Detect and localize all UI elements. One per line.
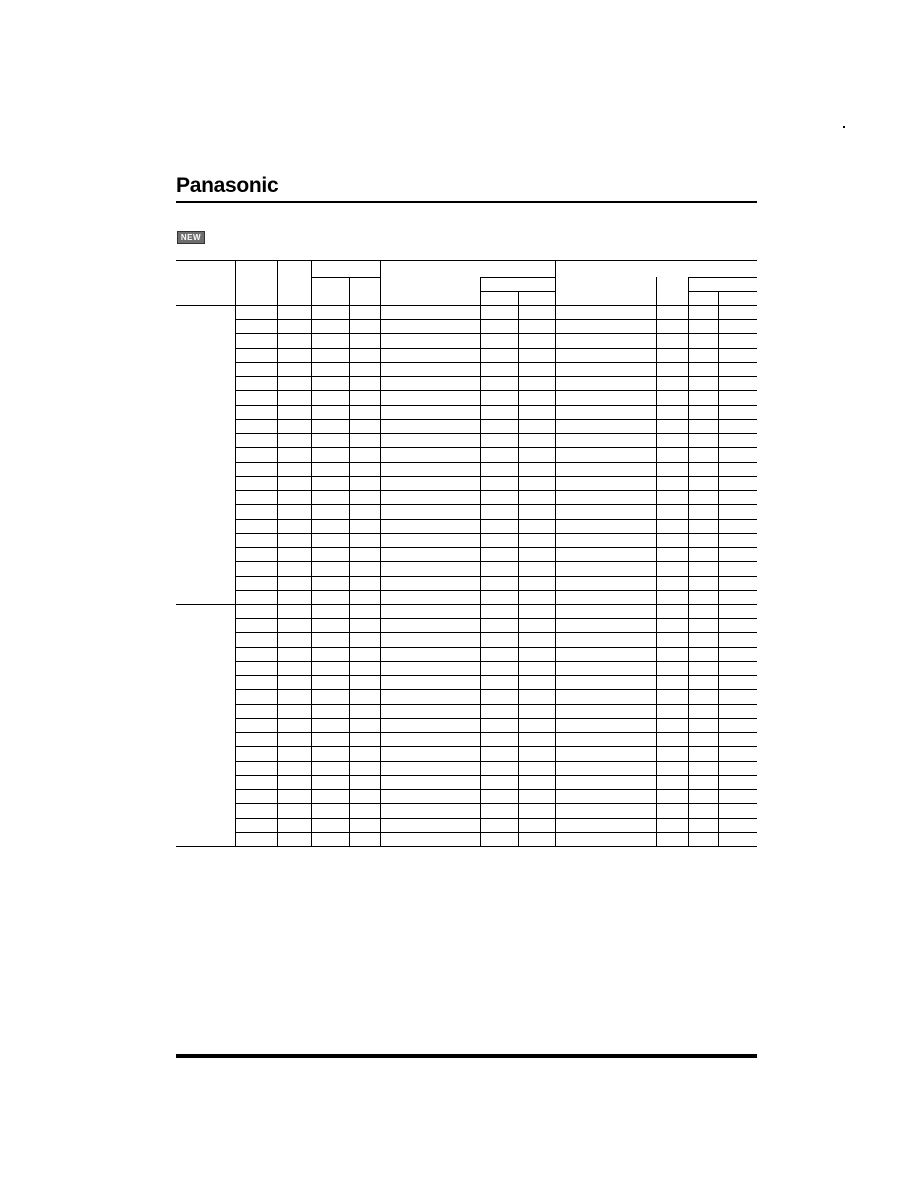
footer-rule (176, 1054, 757, 1058)
brand-logo: Panasonic (176, 174, 279, 197)
new-badge: NEW (177, 231, 205, 244)
